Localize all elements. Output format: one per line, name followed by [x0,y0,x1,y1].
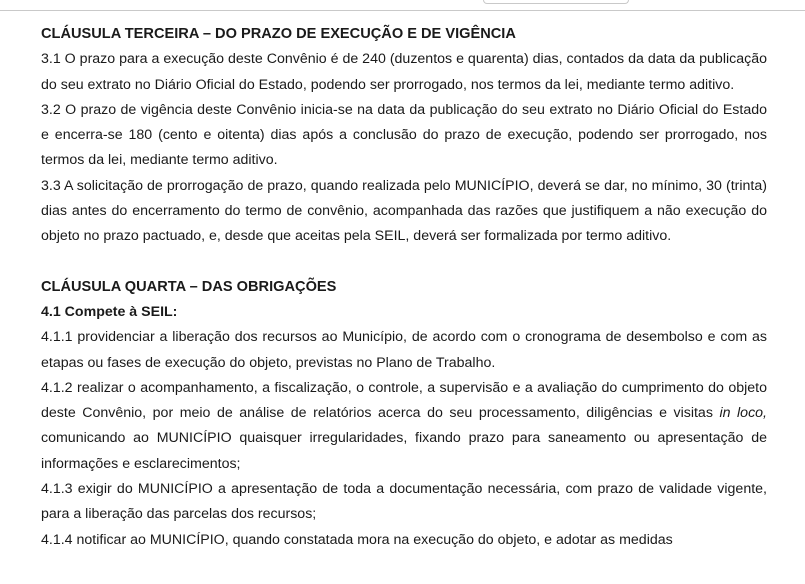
page-top-border [0,10,805,11]
paragraph-4-1-4: 4.1.4 notificar ao MUNICÍPIO, quando constatada mora na execução do objeto, e adotar as medidas [41,531,673,548]
paragraph-4-1-2-rest: comunicando ao MUNICÍPIO quaisquer irregularidades, fixando prazo para saneamento ou apresentação de informações e esclarecimentos; [41,430,767,472]
subsection-4-1-heading: 4.1 Compete à SEIL: [41,303,178,320]
document-content [41,22,767,553]
clause-3-heading: CLÁUSULA TERCEIRA – DO PRAZO DE EXECUÇÃO E DE VIGÊNCIA [41,26,516,42]
page-top-tab [483,0,629,4]
clause-4-heading: CLÁUSULA QUARTA – DAS OBRIGAÇÕES [41,278,337,295]
paragraph-4-1-2-text: 4.1.2 realizar o acompanhamento, a fiscalização, o controle, a supervisão e a avaliação do cumprimento do objeto deste Convênio, por meio de análise de relatórios acerca do seu processamento, diligências e visitas [41,379,767,422]
paragraph-4-1-1: 4.1.1 providenciar a liberação dos recursos ao Município, de acordo com o cronograma de desembolso e com as etapas ou fases de execução do objeto, previstas no Plano de Trabalho. [41,329,767,371]
section-gap [41,250,767,275]
paragraph-3-3: 3.3 A solicitação de prorrogação de prazo, quando realizada pelo MUNICÍPIO, deverá se dar, no mínimo, 30 (trinta) dias antes do encerramento do termo de convênio, acompanhada das razões que justifiquem a não execução do objeto no prazo pactuado, e, desde que aceitas pela SEIL, deverá ser formalizada por termo aditivo. [41,177,767,245]
in-loco-italic: in loco, [719,405,767,422]
paragraph-3-2: 3.2 O prazo de vigência deste Convênio inicia-se na data da publicação do seu extrato no Diário Oficial do Estado e encerra-se 180 (cento e oitenta) dias após a conclusão do prazo de execução, podendo ser prorrogado, nos termos da lei, mediante termo aditivo. [41,101,767,169]
paragraph-4-1-2 [41,376,767,477]
paragraph-4-1-3: 4.1.3 exigir do MUNICÍPIO a apresentação de toda a documentação necessária, com prazo de validade vigente, para a liberação das parcelas dos recursos; [41,481,767,523]
paragraph-3-1: 3.1 O prazo para a execução deste Convênio é de 240 (duzentos e quarenta) dias, contados da data da publicação do seu extrato no Diário Oficial do Estado, podendo ser prorrogado, nos termos da lei, mediante termo aditivo. [41,51,767,93]
